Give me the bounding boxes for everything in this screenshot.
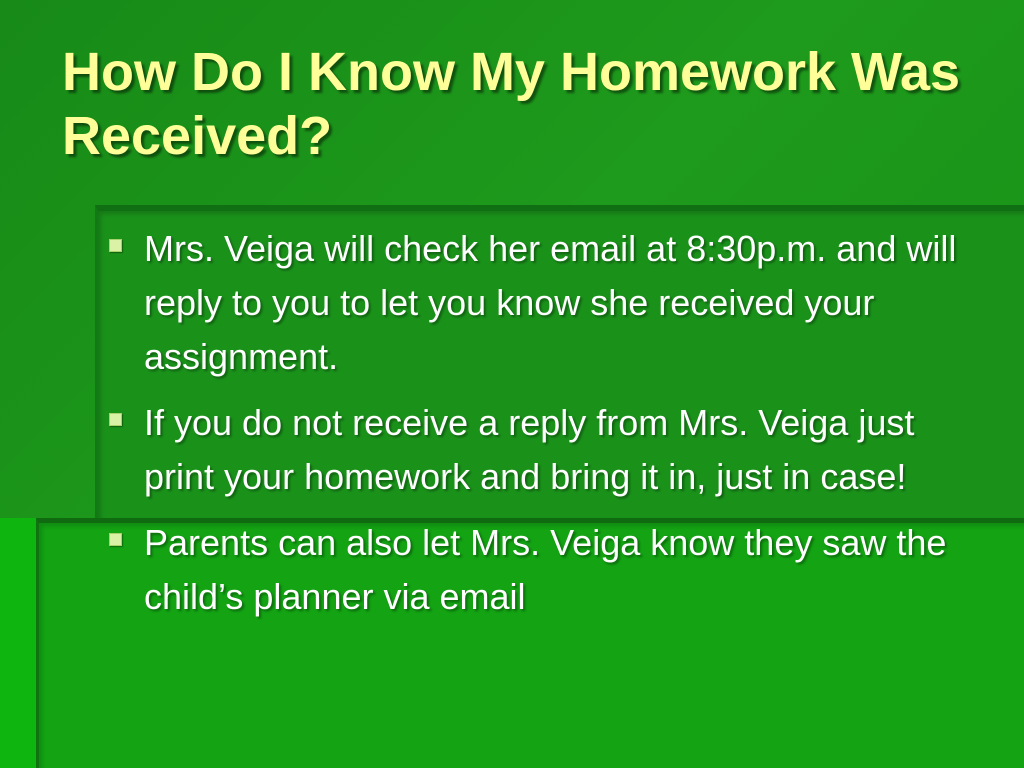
bullet-list	[100, 222, 980, 636]
background-panel-corner	[0, 518, 36, 768]
square-bullet-icon	[109, 533, 122, 546]
square-bullet-icon	[109, 239, 122, 252]
slide-title: How Do I Know My Homework Was Received?	[62, 42, 961, 166]
bullet-text-2: If you do not receive a reply from Mrs. Veiga just print your homework and bring it in, just in case!	[144, 402, 915, 497]
bullet-item-3	[100, 516, 980, 624]
square-bullet-icon	[109, 413, 122, 426]
bullet-text-1: Mrs. Veiga will check her email at 8:30p.m. and will reply to you to let you know she received your assignment.	[144, 228, 957, 377]
bullet-item-1	[100, 222, 980, 384]
bullet-text-3: Parents can also let Mrs. Veiga know they saw the child’s planner via email	[144, 522, 947, 617]
bullet-item-2	[100, 396, 980, 504]
